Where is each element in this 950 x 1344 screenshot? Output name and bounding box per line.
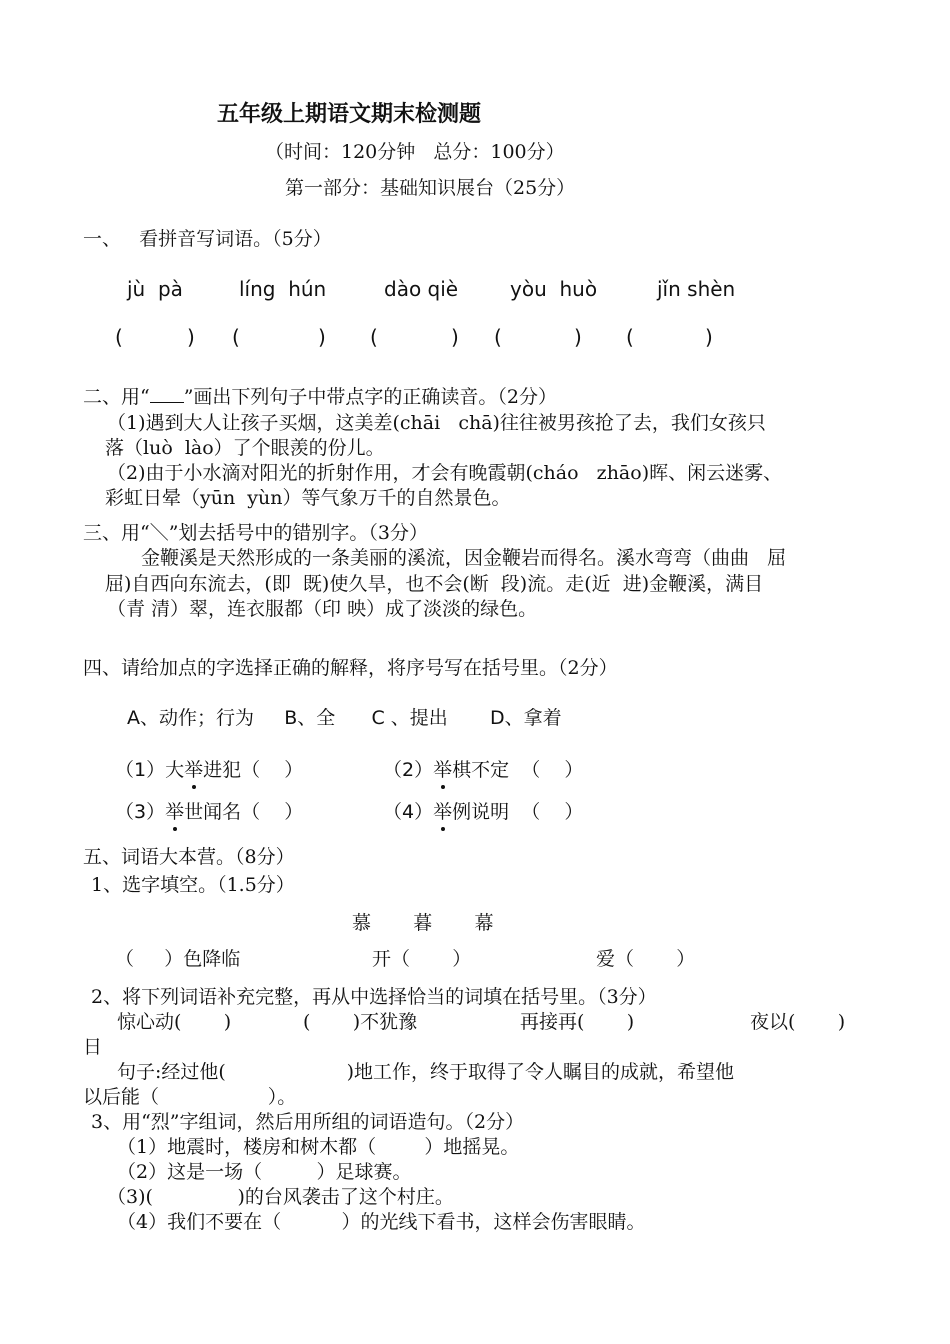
q4-item: （4）举例说明 （ ） — [383, 801, 584, 823]
answer-blank[interactable]: ( — [494, 325, 502, 349]
q5-fill: 日 — [83, 1036, 103, 1058]
answer-blank[interactable]: ( — [232, 325, 240, 349]
q2-line: （1)遇到大人让孩子买烟，这美差(chāi chā)往往被男孩抢了去，我们女孩只 — [107, 412, 766, 434]
q5-heading: 五、词语大本营。（8分） — [83, 846, 295, 868]
q5-sentence: （3)( )的台风袭击了这个村庄。 — [107, 1186, 454, 1208]
q2-line: （2)由于小水滴对阳光的折射作用，才会有晚霞朝(cháo zhāo)晖、闲云迷雾、 — [107, 462, 783, 484]
q3-line: （青 清）翠，连衣服都（印 映）成了淡淡的绿色。 — [107, 598, 538, 620]
answer-blank[interactable]: ) — [574, 325, 582, 349]
q5-fill: 再接再( ) — [520, 1011, 635, 1033]
pinyin-4: yòu huò — [510, 277, 598, 301]
q5-sub-heading: 1、选字填空。（1.5分） — [91, 874, 295, 896]
q4-heading: 四、请给加点的字选择正确的解释，将序号写在括号里。（2分） — [83, 657, 618, 679]
q3-line: 金鞭溪是天然形成的一条美丽的溪流，因金鞭岩而得名。溪水弯弯（曲曲 屈 — [141, 547, 787, 569]
q5-sentence: 句子:经过他( )地工作，终于取得了令人瞩目的成就，希望他 — [117, 1061, 735, 1083]
q4-options: A、动作；行为 B、全 C 、提出 D、拿着 — [127, 707, 562, 729]
answer-blank[interactable]: ) — [451, 325, 459, 349]
answer-blank[interactable]: ( — [115, 325, 123, 349]
q5-sub-heading: 2、将下列词语补充完整，再从中选择恰当的词填在括号里。（3分） — [91, 986, 657, 1008]
q5-fill: （ ）色降临 — [115, 948, 241, 970]
answer-blank[interactable]: ( — [626, 325, 634, 349]
q4-item: （3）举世闻名（ ） — [115, 801, 304, 823]
q5-sub-heading: 3、用“烈”字组词，然后用所组的词语造句。（2分） — [91, 1111, 525, 1133]
q5-sentence: （4）我们不要在（ ）的光线下看书，这样会伤害眼睛。 — [117, 1211, 646, 1233]
q5-sentence: 以后能（ ）。 — [83, 1086, 297, 1108]
answer-blank[interactable]: ( — [370, 325, 378, 349]
q5-fill: 爱（ ） — [596, 948, 696, 970]
q2-line: 彩虹日晕（yūn yùn）等气象万千的自然景色。 — [105, 487, 511, 509]
q2-heading: 二、用“ ”画出下列句子中带点字的正确读音。（2分） — [83, 386, 558, 408]
q4-item: （2）举棋不定 （ ） — [383, 759, 584, 781]
exam-meta: （时间：120分钟 总分：100分） — [265, 141, 565, 163]
underline-mark — [150, 386, 184, 403]
q5-sentence: （1）地震时，楼房和树木都（ ）地摇晃。 — [117, 1136, 520, 1158]
answer-blank[interactable]: ) — [318, 325, 326, 349]
page-title: 五年级上期语文期末检测题 — [217, 101, 482, 127]
q3-line: 屈)自西向东流去，(即 既)使久旱，也不会(断 段)流。走(近 进)金鞭溪，满目 — [105, 573, 764, 595]
q2-line: 落（luò lào）了个眼羡的份儿。 — [105, 437, 385, 459]
pinyin-5: jǐn shèn — [657, 277, 736, 301]
q5-sentence: （2）这是一场（ ）足球赛。 — [117, 1161, 412, 1183]
pinyin-2: líng hún — [239, 277, 327, 301]
q5-fill: 惊心动( ) — [117, 1011, 232, 1033]
q5-char-choices: 慕 暮 幕 — [352, 912, 494, 934]
q5-fill: 开（ ） — [372, 948, 472, 970]
q5-fill: 夜以( ) — [750, 1011, 846, 1033]
q3-heading: 三、用“＼”划去括号中的错别字。（3分） — [83, 522, 429, 544]
q1-heading: 一、 看拼音写词语。（5分） — [83, 228, 332, 250]
answer-blank[interactable]: ) — [187, 325, 195, 349]
part-heading: 第一部分：基础知识展台（25分） — [285, 177, 576, 199]
pinyin-1: jù pà — [127, 277, 183, 301]
answer-blank[interactable]: ) — [705, 325, 713, 349]
pinyin-3: dào qiè — [384, 277, 459, 301]
q4-item: （1）大举进犯（ ） — [115, 759, 304, 781]
q5-fill: ( )不犹豫 — [303, 1011, 418, 1033]
